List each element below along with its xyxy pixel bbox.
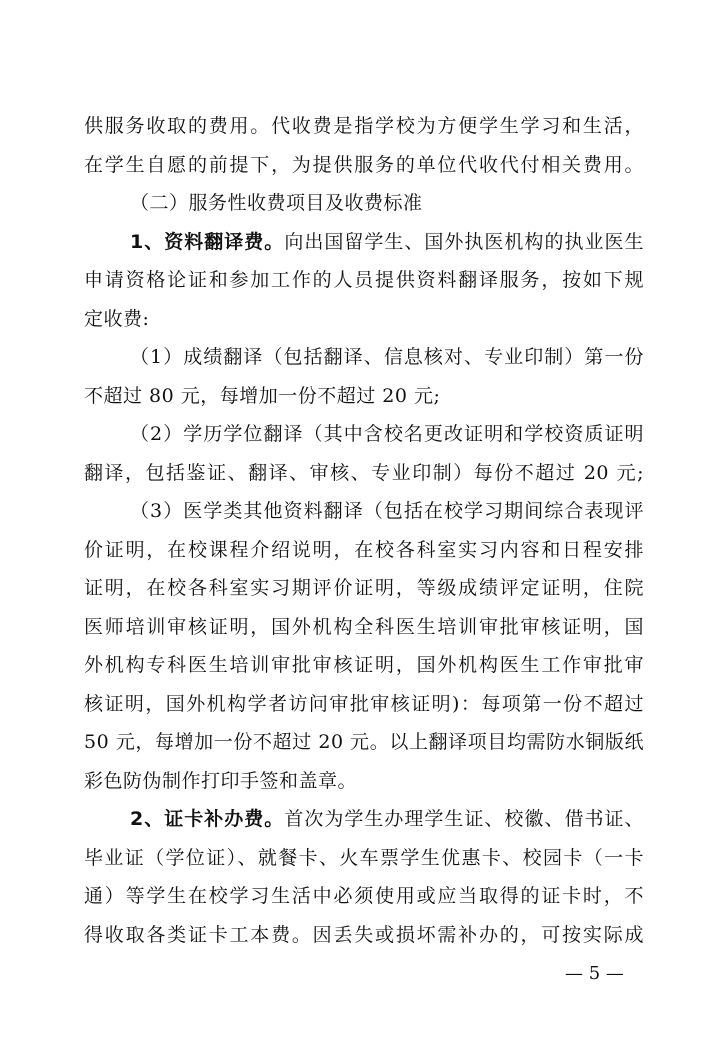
item-title: 2、证卡补办费。 [130,808,285,830]
body-line: 50 元，每增加一份不超过 20 元。以上翻译项目均需防水铜版纸 [84,731,644,753]
body-line: （1）成绩翻译（包括翻译、信息核对、专业印制）第一份 [130,346,644,368]
body-line: 申请资格论证和参加工作的人员提供资料翻译服务，按如下规 [84,269,644,291]
body-line: 得收取各类证卡工本费。因丢失或损坏需补办的，可按实际成 [84,924,644,946]
section-heading: （二）服务性收费项目及收费标准 [130,192,423,214]
body-line: 翻译，包括鉴证、翻译、审核、专业印制）每份不超过 20 元; [84,462,644,484]
body-line: 毕业证（学位证）、就餐卡、火车票学生优惠卡、校园卡（一卡 [84,847,644,869]
item-heading-line [130,803,644,835]
body-line: 定收费: [84,308,150,330]
body-line: 不超过 80 元，每增加一份不超过 20 元; [84,385,441,407]
item-heading-line [130,226,644,258]
body-line: 核证明，国外机构学者访问审批审核证明)：每项第一份不超过 [84,693,644,715]
body-line: 外机构专科医生培训审批审核证明，国外机构医生工作审批审 [84,654,644,676]
body-line: 在学生自愿的前提下，为提供服务的单位代收代付相关费用。 [84,154,644,176]
body-line: 供服务收取的费用。代收费是指学校为方便学生学习和生活， [84,115,644,137]
item-title: 1、资料翻译费。 [130,231,285,253]
page-number: — 5 — [565,963,624,984]
body-line: 通）等学生在校学习生活中必须使用或应当取得的证卡时，不 [84,885,644,907]
item-text: 首次为学生办理学生证、校徽、借书证、 [284,808,644,830]
body-line: 彩色防伪制作打印手签和盖章。 [84,770,358,792]
body-line: 价证明，在校课程介绍说明，在校各科室实习内容和日程安排 [84,539,644,561]
body-line: （3）医学类其他资料翻译（包括在校学习期间综合表现评 [130,500,644,522]
body-line: 证明，在校各科室实习期评价证明，等级成绩评定证明，住院 [84,577,644,599]
item-text: 向出国留学生、国外执医机构的执业医生 [284,231,644,253]
body-line: （2）学历学位翻译（其中含校名更改证明和学校资质证明 [130,423,644,445]
body-line: 医师培训审核证明，国外机构全科医生培训审批审核证明，国 [84,616,644,638]
